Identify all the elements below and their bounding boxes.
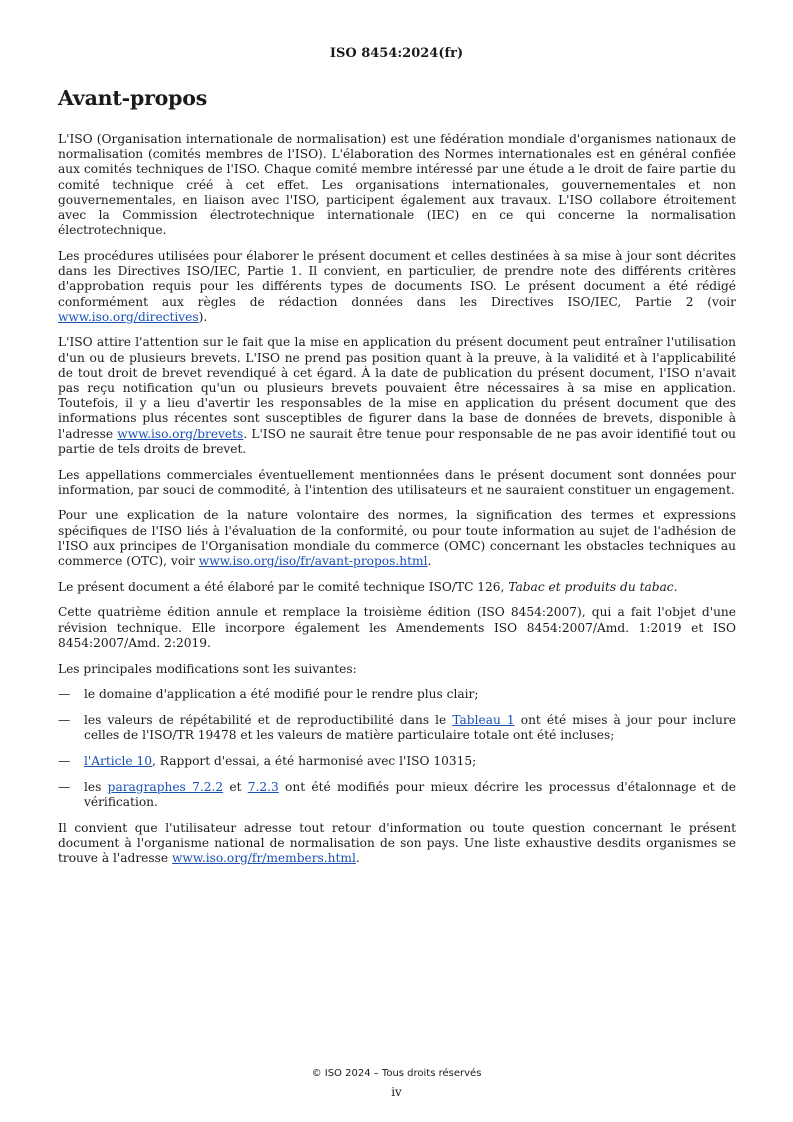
members-link[interactable]: www.iso.org/fr/members.html: [171, 850, 356, 865]
paragraph-text-end: .: [673, 579, 678, 594]
paragraph-text: Il convient que l'utilisateur adresse tout retour d'information ou toute question concernant le présent document à l'organisme national de normalisation de son pays. Une liste exhaustive desdits organismes se trouve à l'adresse: [58, 820, 736, 865]
list-item: [58, 687, 736, 702]
paragraph-edition: Cette quatrième édition annule et remplace la troisième édition (ISO 8454:2007), qui a fait l'objet d'une révision technique. Elle incorpore également les Amendements ISO 8454:2007/Amd. 1:2019 et ISO 8454:2007/Amd. 2:2019.: [58, 605, 736, 650]
paragraph-text-end: ).: [198, 309, 208, 324]
paragraph-voluntary-nature: [58, 508, 736, 569]
list-item-text: [84, 780, 736, 810]
copyright-footer: © ISO 2024 – Tous droits réservés: [311, 1068, 482, 1079]
list-item-text-start: les valeurs de répétabilité et de reproductibilité dans le: [84, 713, 453, 727]
paragraph-iso-intro: L'ISO (Organisation internationale de normalisation) est une fédération mondiale d'organismes nationaux de normalisation (comités membres de l'ISO). L'élaboration des Normes internationales est en général confiée aux comités techniques de l'ISO. Chaque comité membre intéressé par une étude a le droit de faire partie du comité technique créé à cet effet. Les organisations internationales, gouvernementales et non gouvernementales, en liaison avec l'ISO, participent également aux travaux. L'ISO collabore étroitement avec la Commission électrotechnique internationale (IEC) en ce qui concerne la normalisation électrotechnique.: [58, 132, 736, 238]
list-item: [58, 713, 736, 743]
list-item-text-end: ont été mises à jour pour inclure celles de l'ISO/TR 19478 et les valeurs de matière particulaire totale ont été incluses;: [84, 713, 737, 743]
paragraph-text-end: . L'ISO ne saurait être tenue pour responsable de ne pas avoir identifié tout ou partie de tels droits de brevet.: [58, 426, 737, 456]
table-1-link[interactable]: Tableau 1: [452, 713, 515, 727]
page-content: [58, 86, 736, 877]
patents-link[interactable]: www.iso.org/brevets: [117, 426, 244, 441]
directives-link[interactable]: www.iso.org/directives: [58, 309, 199, 324]
list-item-text: [84, 754, 736, 769]
document-id-header: ISO 8454:2024(fr): [329, 46, 464, 61]
paragraph-text: Pour une explication de la nature volontaire des normes, la signification des termes et expressions spécifiques de l'ISO liés à l'évaluation de la conformité, ou pour toute information au sujet de l'adhésion de l'ISO aux principes de l'Organisation mondiale du commerce (OMC) concernant les obstacles techniques au commerce (OTC), voir: [58, 508, 736, 569]
list-dash: —: [58, 687, 71, 702]
section-title: Avant-propos: [58, 86, 208, 110]
foreword-link[interactable]: www.iso.org/iso/fr/avant-propos.html: [198, 554, 428, 569]
article-10-link[interactable]: l'Article 10: [84, 753, 152, 768]
list-item-text: le domaine d'application a été modifié pour le rendre plus clair;: [84, 687, 479, 702]
paragraph-feedback: [58, 821, 736, 867]
paragraph-7-2-3-link[interactable]: 7.2.3: [247, 779, 279, 794]
list-dash: —: [58, 713, 71, 727]
list-item: [58, 780, 736, 810]
paragraph-text: L'ISO attire l'attention sur le fait que la mise en application du présent document peut entraîner l'utilisation d'un ou de plusieurs brevets. L'ISO ne prend pas position quant à la preuve, à la validité et à l'applicabilité de tout droit de brevet revendiqué à cet égard. À la date de publication du présent document, l'ISO n'avait pas reçu notification qu'un ou plusieurs brevets pouvaient être nécessaires à sa mise en application. Toutefois, il y a lieu d'avertir les responsables de la mise en application du présent document que des informations plus récentes sont susceptibles de figurer dans la base de données de brevets, disponible à l'adresse: [58, 335, 736, 441]
paragraph-7-2-2-link[interactable]: paragraphes 7.2.2: [107, 779, 224, 794]
paragraph-committee: [58, 580, 736, 595]
paragraph-patents: [58, 335, 736, 457]
list-item-text-end: , Rapport d'essai, a été harmonisé avec l'ISO 10315;: [152, 753, 477, 768]
page-number: iv: [391, 1085, 402, 1099]
list-dash: —: [58, 753, 71, 768]
paragraph-changes-intro: Les principales modifications sont les suivantes:: [58, 661, 357, 676]
list-item-text: [84, 713, 736, 743]
paragraph-procedures: [58, 249, 736, 325]
paragraph-text-end: .: [427, 554, 432, 569]
list-item: [58, 754, 736, 769]
paragraph-trade-names: Les appellations commerciales éventuellement mentionnées dans le présent document sont données pour information, par souci de commodité, à l'intention des utilisateurs et ne sauraient constituer un engagement.: [58, 467, 736, 497]
committee-title: Tabac et produits du tabac: [508, 579, 674, 594]
list-item-text-mid: et: [223, 779, 248, 794]
list-item-text-end: ont été modifiés pour mieux décrire les processus d'étalonnage et de vérification.: [84, 779, 736, 809]
list-dash: —: [58, 779, 71, 794]
paragraph-text-end: .: [355, 850, 360, 865]
paragraph-text: Le présent document a été élaboré par le comité technique ISO/TC 126,: [58, 579, 509, 594]
paragraph-text: Les procédures utilisées pour élaborer le présent document et celles destinées à sa mise à jour sont décrites dans les Directives ISO/IEC, Partie 1. Il convient, en particulier, de prendre note des différents critères d'approbation requis pour les différents types de documents ISO. Le présent document a été rédigé conformément aux règles de rédaction données dans les Directives ISO/IEC, Partie 2 (voir: [58, 248, 736, 309]
list-item-text-start: les: [84, 779, 108, 794]
